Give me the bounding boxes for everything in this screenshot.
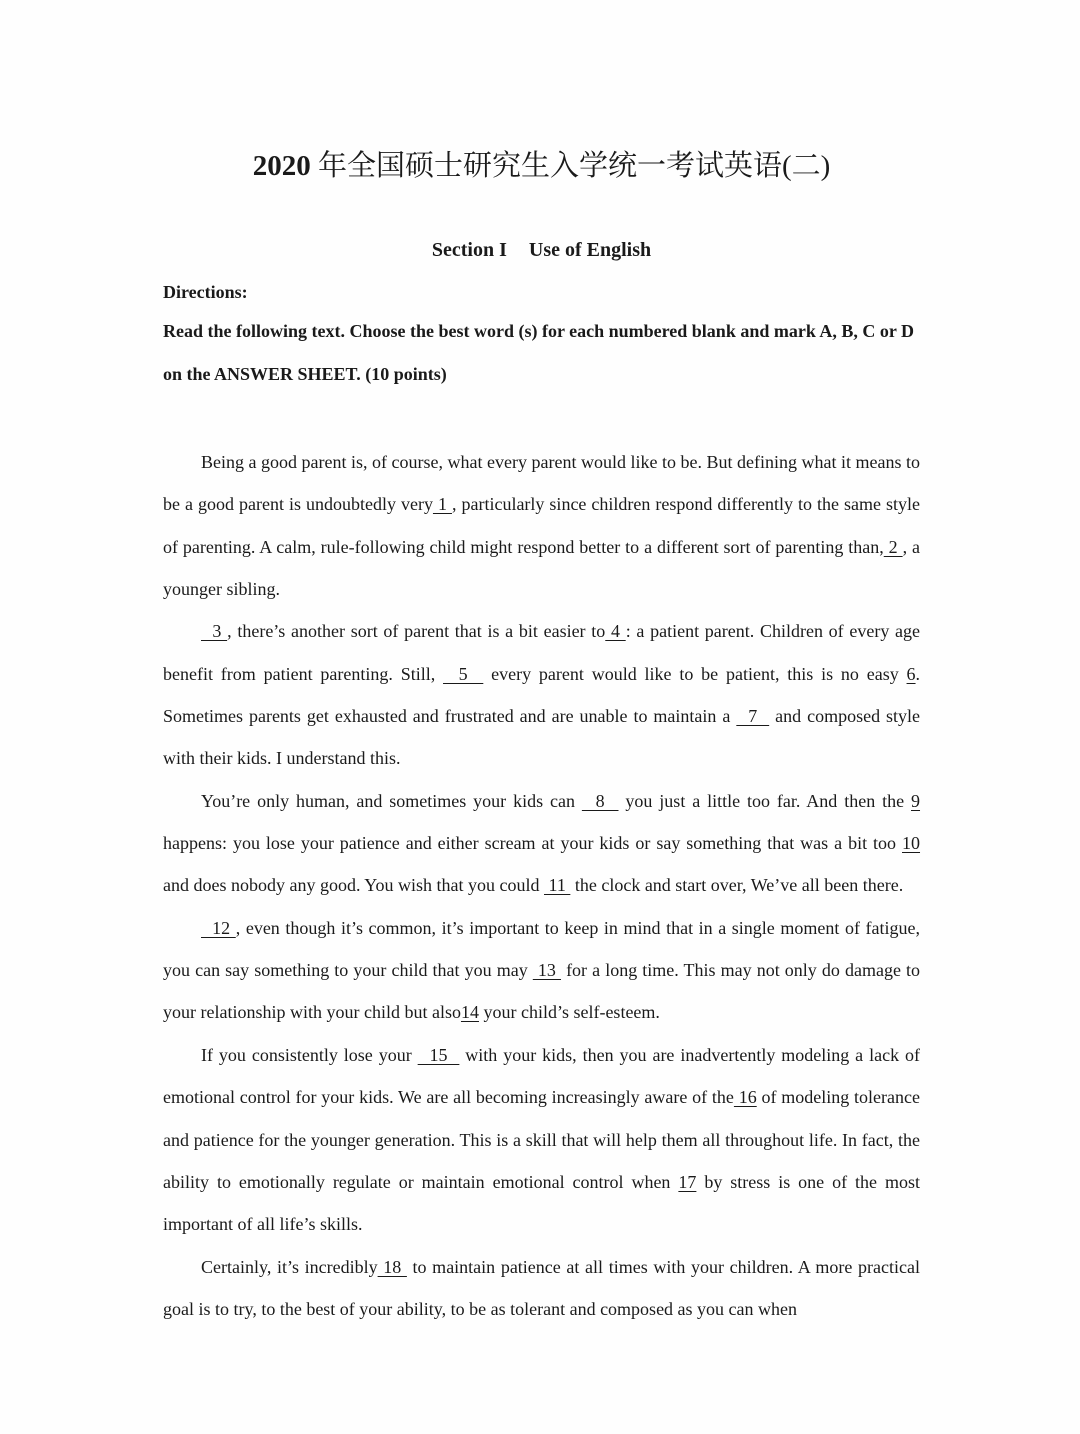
blank-8: 8: [581, 790, 619, 811]
blank-11: 11: [544, 875, 571, 896]
section-heading: [163, 236, 920, 264]
blank-12: 12: [201, 917, 236, 938]
blank-10: 10: [902, 833, 921, 854]
paragraph-4: 12 , even though it’s common, it’s important to keep in mind that in a single moment of fatigue, you can say something to your child that you may 13 for a long time. This may not only do damage to your relationship with your child but also14 your child’s self-esteem.: [163, 917, 921, 1023]
title-year: 2020: [252, 150, 311, 182]
paragraph-1: Being a good parent is, of course, what every parent would like to be. But defining what it means to be a good parent is undoubtedly very 1 , particularly since children respond differently to the same style of parenting. A calm, rule-following child might respond better to a different sort of parenting than, 2 , a younger sibling.: [163, 452, 921, 600]
title-text: 年全国硕士研究生入学统一考试英语(二): [310, 150, 831, 182]
blank-3: 3: [201, 621, 228, 642]
paragraph-3: You’re only human, and sometimes your kids can 8 you just a little too far. And then the 9 happens: you lose your patience and either scream at your kids or say something that was a bit too 10 and does nobody any good. You wish that you could 11 the clock and start over, We’ve all been there.: [163, 790, 921, 896]
exam-page: [163, 0, 920, 1434]
blank-15: 15: [417, 1044, 460, 1065]
blank-6: 6: [906, 663, 916, 684]
section-name: Use of English: [528, 239, 652, 261]
blank-1: 1: [432, 494, 452, 515]
paragraph-2: 3 , there’s another sort of parent that is a bit easier to 4 : a patient parent. Children of every age benefit from patient parenting. Still, 5 every parent would like to be patient, this is no easy 6. Sometimes parents get exhausted and frustrated and are unable to maintain a 7 and composed style with their kids. I understand this.: [163, 621, 921, 769]
blank-2: 2: [883, 536, 903, 557]
blank-18: 18: [377, 1256, 407, 1277]
blank-13: 13: [532, 960, 561, 981]
paragraph-5: If you consistently lose your 15 with your kids, then you are inadvertently modeling a lack of emotional control for your kids. We are all becoming increasingly aware of the 16 of modeling tolerance and patience for the younger generation. This is a skill that will help them all throughout life. In fact, the ability to emotionally regulate or maintain emotional control when 17 by stress is one of the most important of all life’s skills.: [163, 1044, 921, 1235]
blank-5: 5: [443, 663, 484, 684]
paragraph-6: Certainly, it’s incredibly 18 to maintain patience at all times with your children. A more practical goal is to try, to the best of your ability, to be as tolerant and composed as you can when: [163, 1256, 921, 1319]
section-number: Section I: [431, 239, 507, 261]
blank-7: 7: [736, 706, 770, 727]
exam-title: [163, 146, 920, 186]
blank-14: 14: [460, 1002, 479, 1023]
blank-4: 4: [605, 621, 626, 642]
passage: [163, 441, 920, 1330]
directions-label: Directions:: [163, 282, 248, 302]
blank-16: 16: [733, 1087, 757, 1108]
directions-text: Read the following text. Choose the best word (s) for each numbered blank and mark A, B, C or D on the ANSWER SHEET. (10 points): [163, 321, 915, 384]
blank-9: 9: [911, 790, 921, 811]
blank-17: 17: [678, 1171, 697, 1192]
